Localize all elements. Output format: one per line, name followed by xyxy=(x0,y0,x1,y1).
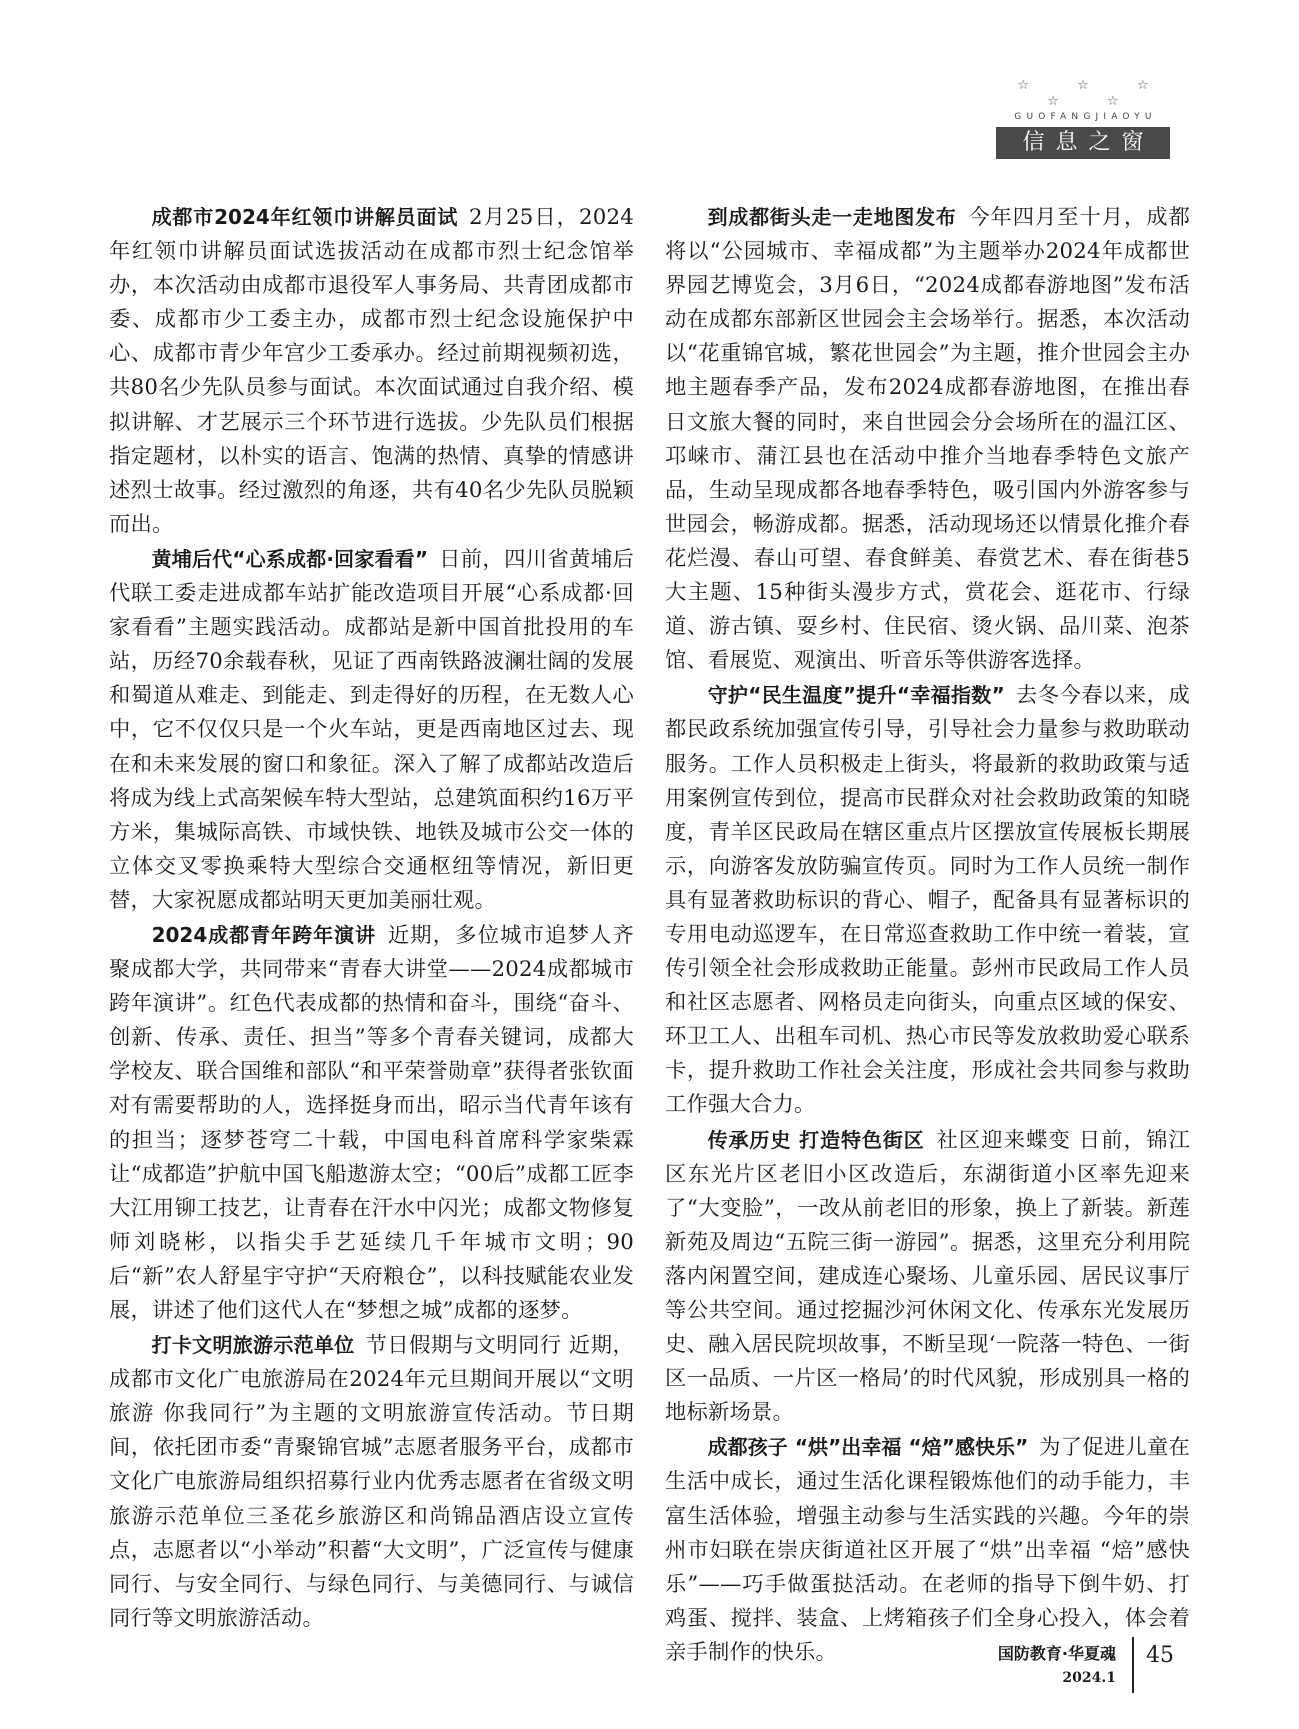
article-paragraph xyxy=(665,1123,1190,1431)
article-paragraph xyxy=(109,200,634,542)
page-footer xyxy=(998,1637,1174,1693)
issue-date: 2024.1 xyxy=(1062,1670,1116,1686)
article-title: 传承历史 打造特色街区 xyxy=(707,1127,925,1152)
left-column xyxy=(109,200,634,1636)
article-title: 打卡文明旅游示范单位 xyxy=(151,1333,355,1358)
right-column xyxy=(665,200,1190,1670)
article-title: 守护“民生温度”提升“幸福指数” xyxy=(707,683,1005,708)
article-paragraph xyxy=(109,918,634,1328)
publication-name: 国防教育·华夏魂 xyxy=(997,1644,1116,1663)
article-title: 成都市2024年红领巾讲解员面试 xyxy=(151,205,459,229)
section-header xyxy=(996,78,1170,159)
article-body: 社区迎来蝶变 日前，锦江区东光片区老旧小区改造后，东湖街道小区率先迎来了“大变脸”，一改从前老旧的形象，换上了新装。新莲新苑及周边“五院三街一游园”。据悉，这里充分利用院落内闲置空间，建成连心聚场、儿童乐园、居民议事厅等公共空间。通过挖掘沙河休闲文化、传承东光发展历史、融入居民院坝故事，不断呈现‘一院落一特色、一街区一品质、一片区一格局’的时代风貌，形成别具一格的地标新场景。 xyxy=(665,1127,1190,1426)
article-paragraph xyxy=(665,1430,1190,1670)
article-title: 到成都街头走一走地图发布 xyxy=(707,205,957,229)
article-paragraph xyxy=(109,542,634,918)
article-body: 去冬今春以来，成都民政系统加强宣传引导，引导社会力量参与救助联动服务。工作人员积极走上街头，将最新的救助政策与适用案例宣传到位，提高市民群众对社会救助政策的知晓度，青羊区民政局在辖区重点片区摆放宣传展板长期展示，向游客发放防骗宣传页。同时为工作人员统一制作具有显著救助标识的背心、帽子，配备具有显著标识的专用电动巡逻车，在日常巡查救助工作中统一着装，宣传引领全社会形成救助正能量。彭州市民政局工作人员和社区志愿者、网格员走向街头，向重点区域的保安、环卫工人、出租车司机、热心市民等发放救助爱心联系卡，提升救助工作社会关注度，形成社会共同参与救助工作强大合力。 xyxy=(665,683,1190,1118)
article-body: 日前，四川省黄埔后代联工委走进成都车站扩能改造项目开展“心系成都·回家看看”主题实践活动。成都站是新中国首批投用的车站，历经70余载春秋，见证了西南铁路波澜壮阔的发展和蜀道从难走、到能走、到走得好的历程，在无数人心中，它不仅仅只是一个火车站，更是西南地区过去、现在和未来发展的窗口和象征。深入了解了成都站改造后将成为线上式高架候车特大型站，总建筑面积约16万平方米，集城际高铁、市域快铁、地铁及城市公交一体的立体交叉零换乘特大型综合交通枢纽等情况，新旧更替，大家祝愿成都站明天更加美丽壮观。 xyxy=(109,546,634,913)
section-title: 信息之窗 xyxy=(996,127,1170,159)
article-title: 2024成都青年跨年演讲 xyxy=(151,922,376,947)
article-body: 为了促进儿童在生活中成长，通过生活化课程锻炼他们的动手能力，丰富生活体验，增强主动参与生活实践的兴趣。今年的崇州市妇联在崇庆街道社区开展了“烘”出幸福 “焙”感快乐”——巧手做蛋挞活动。在老师的指导下倒牛奶、打鸡蛋、搅拌、装盒、上烤箱孩子们全身心投入，体会着亲手制作的快乐。 xyxy=(665,1435,1190,1665)
decorative-stars: ☆ ☆ ☆ ☆ ☆ xyxy=(1017,78,1171,109)
article-paragraph xyxy=(665,678,1190,1122)
article-body: 2月25日，2024年红领巾讲解员面试选拔活动在成都市烈士纪念馆举办，本次活动由成都市退役军人事务局、共青团成都市委、成都市少工委主办，成都市烈士纪念设施保护中心、成都市青少年宫少工委承办。经过前期视频初选，共80名少先队员参与面试。本次面试通过自我介绍、模拟讲解、才艺展示三个环节进行选拔。少先队员们根据指定题材，以朴实的语言、饱满的热情、真挚的情感讲述烈士故事。经过激烈的角逐，共有40名少先队员脱颖而出。 xyxy=(109,205,634,537)
article-title: 成都孩子 “烘”出幸福 “焙”感快乐” xyxy=(707,1435,1029,1460)
publication-info xyxy=(998,1637,1132,1686)
page-number: 45 xyxy=(1146,1643,1174,1668)
article-paragraph xyxy=(109,1328,634,1636)
article-paragraph xyxy=(665,200,1190,678)
article-body: 近期，多位城市追梦人齐聚成都大学，共同带来“青春大讲堂——2024成都城市跨年演讲”。红色代表成都的热情和奋斗，围绕“奋斗、创新、传承、责任、担当”等多个青春关键词，成都大学校友、联合国维和部队“和平荣誉勋章”获得者张钦面对有需要帮助的人，选择挺身而出，昭示当代青年该有的担当；逐梦苍穹二十载，中国电科首席科学家柴霖让“成都造”护航中国飞船遨游太空；“00后”成都工匠李大江用铆工技艺，让青春在汗水中闪光；成都文物修复师刘晓彬，以指尖手艺延续几千年城市文明；90后“新”农人舒星宇守护“天府粮仓”，以科技赋能农业发展，讲述了他们这代人在“梦想之城”成都的逐梦。 xyxy=(109,922,634,1323)
article-body: 今年四月至十月，成都将以“公园城市、幸福成都”为主题举办2024年成都世界园艺博览会，3月6日，“2024成都春游地图”发布活动在成都东部新区世园会主会场举行。据悉，本次活动以“花重锦官城，繁花世园会”为主题，推介世园会主办地主题春季产品，发布2024成都春游地图，在推出春日文旅大餐的同时，来自世园会分会场所在的温江区、邛崃市、蒲江县也在活动中推介当地春季特色文旅产品，生动呈现成都各地春季特色，吸引国内外游客参与世园会，畅游成都。据悉，活动现场还以情景化推介春花烂漫、春山可望、春食鲜美、春赏艺术、春在街巷5大主题、15种街头漫步方式，赏花会、逛花市、行绿道、游古镇、耍乡村、住民宿、烫火锅、品川菜、泡茶馆、看展览、观演出、听音乐等供游客选择。 xyxy=(665,205,1190,674)
article-body: 节日假期与文明同行 近期，成都市文化广电旅游局在2024年元旦期间开展以“文明旅游 你我同行”为主题的文明旅游宣传活动。节日期间，依托团市委“青聚锦官城”志愿者服务平台，成都市文化广电旅游局组织招募行业内优秀志愿者在省级文明旅游示范单位三圣花乡旅游区和尚锦品酒店设立宣传点，志愿者以“小举动”积蓄“大文明”，广泛宣传与健康同行、与安全同行、与绿色同行、与美德同行、与诚信同行等文明旅游活动。 xyxy=(109,1333,634,1631)
article-title: 黄埔后代“心系成都·回家看看” xyxy=(151,546,429,571)
pinyin-label: GUOFANGJIAOYU xyxy=(1014,112,1157,122)
